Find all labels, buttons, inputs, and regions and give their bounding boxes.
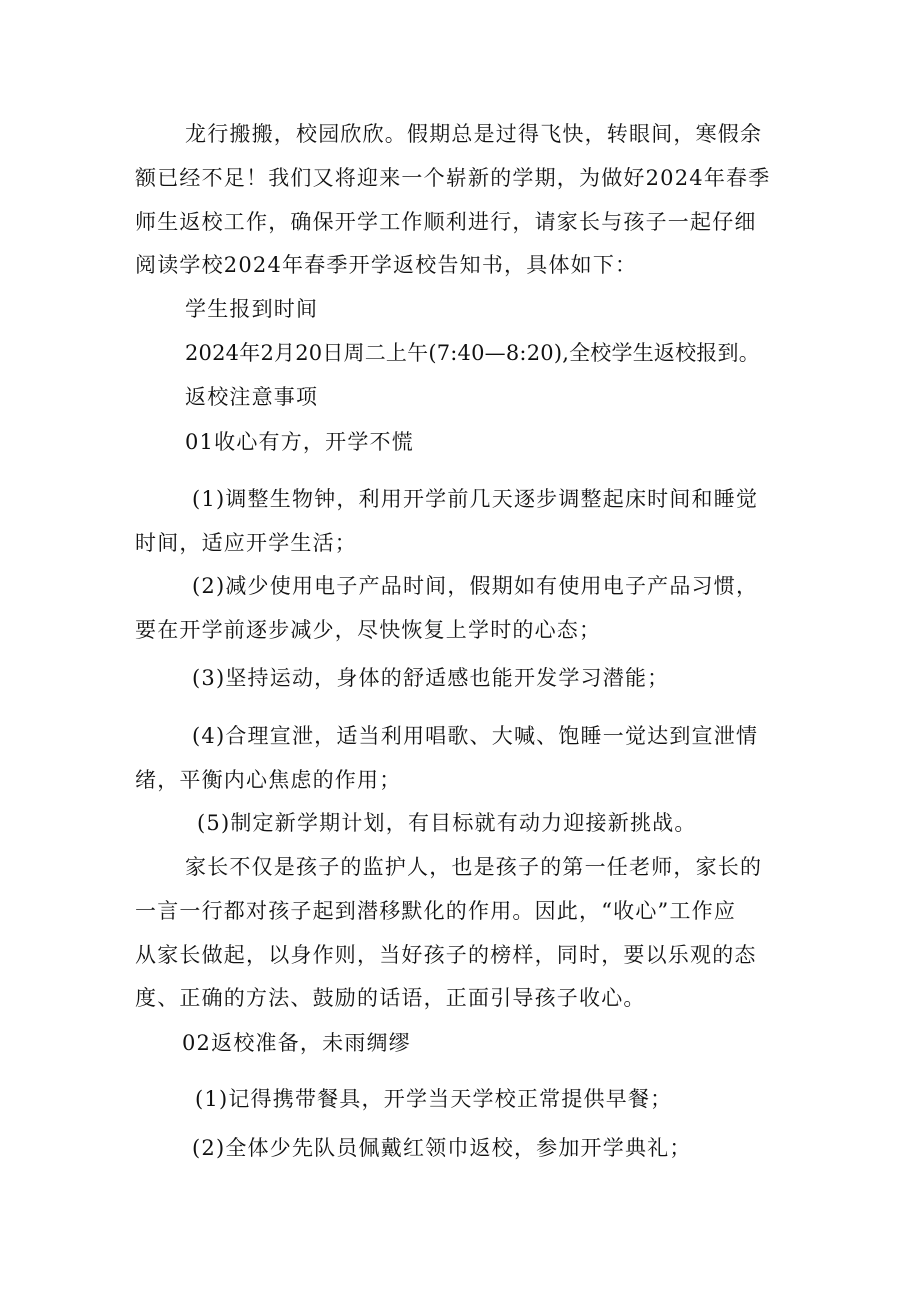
section-1-item-1-line-2: 时间，适应开学生活；: [135, 531, 357, 555]
section-1-item-1-line-1: (1)调整生物钟，利用开学前几天逐步调整起床时间和睡觉: [192, 487, 759, 511]
parents-line-2: 一言一行都对孩子起到潜移默化的作用。因此，“收心”工作应: [135, 899, 737, 923]
section-1-item-4-line-2: 绪，平衡内心焦虑的作用；: [135, 768, 402, 792]
report-time-text: 2024年2月20日周二上午(7:40—8:20),全校学生返校报到。: [185, 341, 760, 365]
report-time-heading: 学生报到时间: [185, 297, 319, 321]
section-1-item-2-line-1: (2)减少使用电子产品时间，假期如有使用电子产品习惯，: [192, 574, 759, 598]
section-2-title: 02返校准备，未雨绸缪: [182, 1031, 411, 1055]
section-1-item-2-line-2: 要在开学前逐步减少，尽快恢复上学时的心态；: [135, 618, 602, 642]
intro-line-1: 龙行搬搬，校园欣欣。假期总是过得飞快，转眼间，寒假余: [185, 122, 763, 146]
intro-line-2: 额已经不足！我们又将迎来一个崭新的学期，为做好2024年春季: [135, 166, 771, 190]
section-2-item-1: (1)记得携带餐具，开学当天学校正常提供早餐；: [195, 1087, 673, 1111]
section-1-item-3-line-1: (3)坚持运动，身体的舒适感也能开发学习潜能；: [192, 666, 670, 690]
parents-line-3: 从家长做起，以身作则，当好孩子的榜样，同时，要以乐观的态: [135, 943, 757, 967]
notes-heading: 返校注意事项: [185, 385, 319, 409]
intro-line-3: 师生返校工作，确保开学工作顺利进行，请家长与孩子一起仔细: [135, 210, 757, 234]
section-1-item-5-line-1: (5)制定新学期计划，有目标就有动力迎接新挑战。: [197, 811, 697, 835]
section-2-item-2: (2)全体少先队员佩戴红领巾返校，参加开学典礼；: [192, 1136, 692, 1160]
parents-line-1: 家长不仅是孩子的监护人，也是孩子的第一任老师，家长的: [185, 855, 763, 879]
parents-line-4: 度、正确的方法、鼓励的话语，正面引导孩子收心。: [135, 986, 646, 1010]
intro-line-4: 阅读学校2024年春季开学返校告知书，具体如下：: [135, 253, 638, 277]
section-1-title: 01收心有方，开学不慌: [185, 430, 414, 454]
section-1-item-4-line-1: (4)合理宣泄，适当利用唱歌、大喊、饱睡一觉达到宣泄情: [192, 724, 759, 748]
